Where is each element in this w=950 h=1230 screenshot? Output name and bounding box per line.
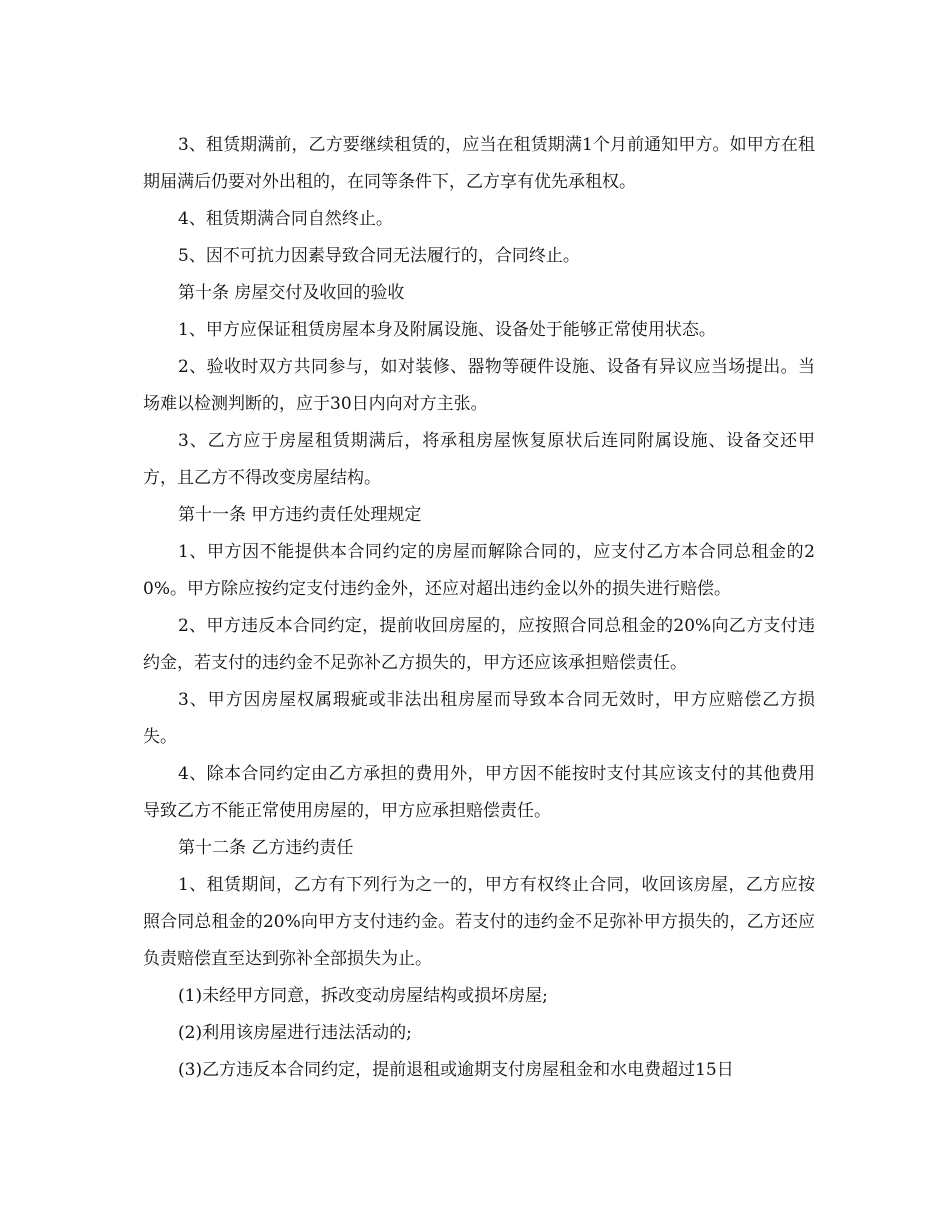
clause-12-subitem-3: (3)乙方违反本合同约定，提前退租或逾期支付房屋租金和水电费超过15日 bbox=[178, 1060, 734, 1080]
clause-11-item-1: 1、甲方因不能提供本合同约定的房屋而解除合同的，应支付乙方本合同总租金的20%。甲方除应按约定支付违约金外，还应对超出违约金以外的损失进行赔偿。 bbox=[143, 542, 815, 599]
clause-11-item-2: 2、甲方违反本合同约定，提前收回房屋的，应按照合同总租金的20%向乙方支付违约金，若支付的违约金不足弥补乙方损失的，甲方还应该承担赔偿责任。 bbox=[143, 616, 815, 673]
clause-10-heading: 第十条 房屋交付及收回的验收 bbox=[178, 283, 405, 303]
clause-10-item-1: 1、甲方应保证租赁房屋本身及附属设施、设备处于能够正常使用状态。 bbox=[178, 320, 716, 340]
clause-11-item-4: 4、除本合同约定由乙方承担的费用外，甲方因不能按时支付其应该支付的其他费用导致乙方不能正常使用房屋的，甲方应承担赔偿责任。 bbox=[143, 764, 815, 821]
clause-10-item-2: 2、验收时双方共同参与，如对装修、器物等硬件设施、设备有异议应当场提出。当场难以检测判断的，应于30日内向对方主张。 bbox=[143, 357, 815, 414]
clause-12-subitem-2: (2)利用该房屋进行违法活动的; bbox=[178, 1023, 412, 1043]
document-body bbox=[143, 127, 815, 1089]
clause-12-heading: 第十二条 乙方违约责任 bbox=[178, 838, 354, 858]
clause-12-item-1: 1、租赁期间，乙方有下列行为之一的，甲方有权终止合同，收回该房屋，乙方应按照合同总租金的20%向甲方支付违约金。若支付的违约金不足弥补甲方损失的，乙方还应负责赔偿直至达到弥补全部损失为止。 bbox=[143, 875, 815, 969]
clause-9-item-5: 5、因不可抗力因素导致合同无法履行的，合同终止。 bbox=[178, 246, 580, 266]
clause-12-subitem-1: (1)未经甲方同意，拆改变动房屋结构或损坏房屋; bbox=[178, 986, 548, 1006]
clause-9-item-4: 4、租赁期满合同自然终止。 bbox=[178, 209, 393, 229]
clause-11-item-3: 3、甲方因房屋权属瑕疵或非法出租房屋而导致本合同无效时，甲方应赔偿乙方损失。 bbox=[143, 690, 815, 747]
clause-9-item-3: 3、租赁期满前，乙方要继续租赁的，应当在租赁期满1个月前通知甲方。如甲方在租期届满后仍要对外出租的，在同等条件下，乙方享有优先承租权。 bbox=[143, 135, 815, 192]
clause-10-item-3: 3、乙方应于房屋租赁期满后，将承租房屋恢复原状后连同附属设施、设备交还甲方，且乙方不得改变房屋结构。 bbox=[143, 431, 815, 488]
clause-11-heading: 第十一条 甲方违约责任处理规定 bbox=[178, 505, 422, 525]
